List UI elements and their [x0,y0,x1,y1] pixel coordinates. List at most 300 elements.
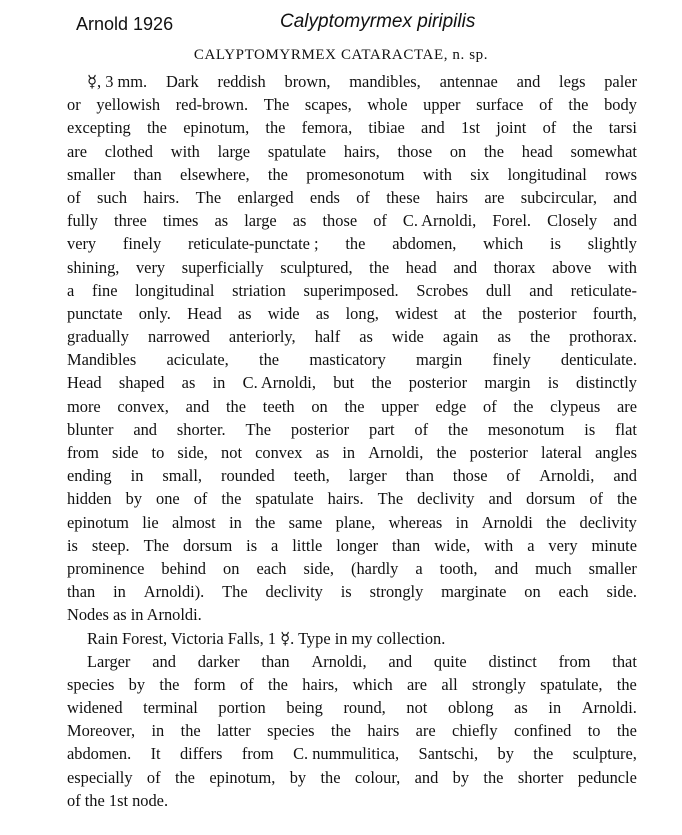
word: reticulate- [570,280,637,300]
word: smaller [67,164,116,184]
word: anteriorly, [228,327,296,347]
word: The [377,489,404,509]
comparison-last-line: of the 1st node. [67,790,169,810]
word: body [604,95,637,115]
word: species [267,721,315,741]
word: mandibles, [349,72,421,91]
description-line [67,325,637,348]
word: the [267,164,288,184]
word: clothed [104,141,153,161]
word: Arnoldi). [143,582,205,602]
word: but [333,373,355,393]
word: same [288,512,323,532]
word: half [314,327,341,347]
word: fourth, [592,303,637,323]
word: than [261,651,290,671]
description-line [67,256,637,279]
description-line [67,70,637,93]
description-line [67,580,637,603]
comparison-line [67,696,637,719]
word: epinotum [67,512,129,532]
word: brown, [284,72,331,91]
word: denticulate. [560,350,637,370]
word: distinct [488,651,537,671]
word: The [195,187,222,207]
word: teeth [262,396,295,416]
word: and [388,651,413,671]
word: chiefly [452,721,498,741]
word: are [484,187,505,207]
word: plane, [335,512,376,532]
word: tarsi [608,118,637,138]
word: hairs. [143,187,180,207]
word: lateral [541,443,582,462]
word: to [151,443,165,462]
word: posterior [518,303,577,323]
word: of [414,419,429,439]
word: The [245,419,271,439]
word: in [151,721,165,741]
word: Closely [547,211,598,231]
word: Mandibles [67,350,137,370]
word: than [133,164,162,184]
word: minute [591,535,637,555]
word: ☿, 3 mm. [87,72,148,91]
word: the [330,721,351,741]
description-line [67,279,637,302]
word: prominence [67,558,145,578]
word: shorter [517,767,564,787]
word: Arnoldi [481,512,533,532]
word: convex [255,443,303,462]
word: masticatory [309,350,386,370]
word: those [452,466,488,486]
word: behind [161,558,207,578]
word: of [589,489,603,509]
word: times [162,211,199,231]
word: slightly [587,234,637,254]
description-line [67,348,637,371]
word: in [548,698,562,718]
word: upper [381,396,419,416]
description-line [67,511,637,534]
word: darker [197,651,240,671]
word: quite [433,651,467,671]
word: the [483,141,505,161]
word: being [286,698,323,718]
word: spatulate [267,141,327,161]
word: are [616,396,637,416]
word: whole [367,95,408,115]
description-line [67,418,637,441]
word: widest [395,303,438,323]
locality-line: Rain Forest, Victoria Falls, 1 ☿. Type in my collection. [87,628,446,648]
word: these [386,187,420,207]
word: of [539,95,553,115]
word: wide [391,327,424,347]
word: smaller [588,558,637,578]
word: which [352,674,393,694]
word: than [67,582,96,602]
word: of [356,187,370,207]
word: Arnoldi, [539,466,595,486]
word: peduncle [577,767,637,787]
word: are [406,674,427,694]
word: a [415,558,423,578]
word: in [130,466,144,486]
word: hairs [436,187,469,207]
word: very [67,234,97,254]
word: little [292,535,323,555]
word: punctate [67,303,123,323]
word: very [135,257,166,277]
word: widened [67,698,123,718]
word: with [607,257,637,277]
word: is [67,535,78,555]
word: ending [67,466,112,486]
word: oblong [447,698,494,718]
citation-label: Arnold 1926 [76,14,174,34]
word: posterior [408,373,468,393]
word: on [223,558,240,578]
word: as [359,327,373,347]
word: each [256,558,287,578]
word: on [449,141,467,161]
word: the [530,327,551,347]
word: The [222,582,248,602]
word: and [133,419,157,439]
word: finely [122,234,162,254]
word: longitudinal [507,164,587,184]
word: as [292,211,307,231]
word: and [152,651,176,671]
word: small, [162,466,203,486]
word: and [414,767,439,787]
word: is [547,373,559,393]
word: spatulate, [540,674,603,694]
word: are [67,141,88,161]
word: side [112,443,139,462]
description-line [67,232,637,255]
word: the [255,512,276,532]
word: (hardly [351,558,399,578]
description-line [67,163,637,186]
word: hairs. [327,489,364,509]
word: yellowish [96,95,161,115]
taxon-title: Calyptomyrmex piripilis [280,11,476,32]
word: the [616,674,637,694]
word: enlarged [237,187,294,207]
word: joint [496,118,527,138]
word: side. [606,582,637,602]
word: almost [172,512,216,532]
word: rows [605,164,637,184]
word: by [125,489,143,509]
word: at [454,303,466,323]
word: clypeus [550,396,601,416]
word: of [483,396,497,416]
word: C. nummulitica, [293,744,400,764]
description-line [67,116,637,139]
species-text [67,70,637,812]
word: of [193,489,208,509]
word: confined [513,721,572,741]
description-line [67,395,637,418]
word: by [289,767,307,787]
word: tibiae [368,118,405,138]
description-line [67,464,637,487]
word: the [174,767,195,787]
word: the [616,721,637,741]
word: each [558,582,589,602]
word: spatulate [255,489,314,509]
word: the [533,744,554,764]
description-line [67,93,637,116]
word: and [453,257,478,277]
word: Arnoldi, [368,443,424,462]
word: hairs, [343,141,380,161]
word: by [452,767,470,787]
word: hairs, [302,674,339,694]
word: which [483,234,524,254]
word: round, [343,698,386,718]
word: a [67,280,75,300]
word: latter [217,721,251,741]
word: Santschi, [418,744,479,764]
word: legs [559,72,586,91]
word: abdomen. [67,744,132,764]
word: especially [67,767,133,787]
word: epinotum, [183,118,250,138]
description-line [67,140,637,163]
word: with [422,164,452,184]
word: promesonotum [306,164,405,184]
word: distinctly [575,373,637,393]
word: to [587,721,601,741]
word: large [244,211,277,231]
word: antennae [439,72,498,91]
word: It [150,744,161,764]
word: the [320,767,341,787]
word: from [558,651,591,671]
word: very [548,535,578,555]
word: is [340,582,352,602]
word: of [506,466,521,486]
word: reticulate-punctate ; [187,234,319,254]
word: that [612,651,637,671]
word: a [271,535,279,555]
word: long, [345,303,379,323]
description-line [67,186,637,209]
description-line [67,441,637,464]
word: Forel. [492,211,532,231]
word: than [392,535,421,555]
word: on [524,582,541,602]
word: dull [485,280,512,300]
word: angles [595,443,637,462]
word: strongly [369,582,424,602]
word: the [513,396,534,416]
word: the [482,303,503,323]
word: tooth, [439,558,478,578]
word: shining, [67,257,120,277]
word: head [405,257,437,277]
description-line [67,487,637,510]
word: of [542,118,557,138]
word: the [369,257,390,277]
word: paler [604,72,637,91]
word: from [67,443,99,462]
word: the [447,419,468,439]
word: of [373,211,387,231]
word: such [96,187,128,207]
word: the [267,674,288,694]
comparison-paragraph [67,650,637,789]
word: portion [218,698,266,718]
word: margin [484,373,531,393]
word: wide [267,303,300,323]
word: on [311,396,328,416]
word: with [484,535,514,555]
word: wide, [434,535,471,555]
word: blunter [67,419,114,439]
word: the [226,396,247,416]
word: the [180,721,201,741]
word: declivity [265,582,323,602]
word: in [229,512,242,532]
word: margin [416,350,463,370]
word: in [342,443,356,462]
word: Scrobes [416,280,469,300]
word: Head [187,303,222,323]
word: of [239,674,254,694]
comparison-line [67,673,637,696]
word: part [369,419,395,439]
word: posterior [469,443,528,462]
word: superimposed. [303,280,399,300]
word: The [143,535,170,555]
word: as [214,211,229,231]
word: strongly [472,674,526,694]
word: striation [232,280,286,300]
word: larger [348,466,387,486]
description-last-line: Nodes as in Arnoldi. [67,605,202,625]
word: the [344,396,365,416]
word: and [516,72,541,91]
word: and [529,280,553,300]
word: dorsum [183,535,233,555]
word: the [546,512,567,532]
word: than [405,466,434,486]
word: and [185,396,210,416]
word: the [568,95,589,115]
word: aciculate, [166,350,229,370]
word: declivity [417,489,475,509]
word: Moreover, [67,721,136,741]
word: marginate [441,582,507,602]
word: the [221,489,242,509]
word: rounded [221,466,275,486]
word: and [488,489,513,509]
word: gradually [67,327,129,347]
word: upper [423,95,461,115]
word: hairs [367,721,400,741]
word: epinotum, [209,767,276,787]
word: steep. [91,535,130,555]
word: sculptured, [280,257,353,277]
word: as [237,303,252,323]
word: mesonotum [487,419,565,439]
word: much [535,558,572,578]
word: colour, [354,767,401,787]
word: the [159,674,180,694]
word: narrowed [147,327,210,347]
word: surface [476,95,524,115]
word: shaped [118,373,165,393]
word: and [613,211,637,231]
word: 1st [460,118,481,138]
word: terminal [143,698,198,718]
word: again [442,327,479,347]
word: abdomen, [392,234,457,254]
word: and [421,118,445,138]
word: with [170,141,200,161]
word: teeth, [293,466,330,486]
word: the [146,118,167,138]
word: is [550,234,561,254]
word: in [455,512,469,532]
word: side, [303,558,334,578]
word: or [67,95,81,115]
description-line [67,371,637,394]
word: species [67,674,115,694]
word: finely [492,350,531,370]
word: not [221,443,242,462]
word: of [146,767,161,787]
word: side, [177,443,208,462]
word: are [415,721,436,741]
word: form [193,674,226,694]
word: is [246,535,258,555]
word: edge [435,396,467,416]
word: thorax [493,257,536,277]
comparison-line [67,766,637,789]
word: the [483,767,504,787]
word: convex, [117,396,169,416]
word: the [371,373,392,393]
word: the [265,118,286,138]
description-line [67,302,637,325]
word: longitudinal [135,280,215,300]
word: as [497,327,512,347]
word: superficially [181,257,264,277]
word: the [436,443,457,462]
word: the [572,118,593,138]
comparison-line [67,650,637,673]
word: head [521,141,553,161]
word: scapes, [304,95,352,115]
word: only. [138,303,171,323]
word: C. Arnoldi, [402,211,477,231]
word: whereas [388,512,443,532]
word: elsewhere, [180,164,250,184]
description-line [67,209,637,232]
word: dorsum [526,489,576,509]
word: by [497,744,514,764]
word: in [113,582,126,602]
word: flat [615,419,637,439]
word: Dark [165,72,199,91]
